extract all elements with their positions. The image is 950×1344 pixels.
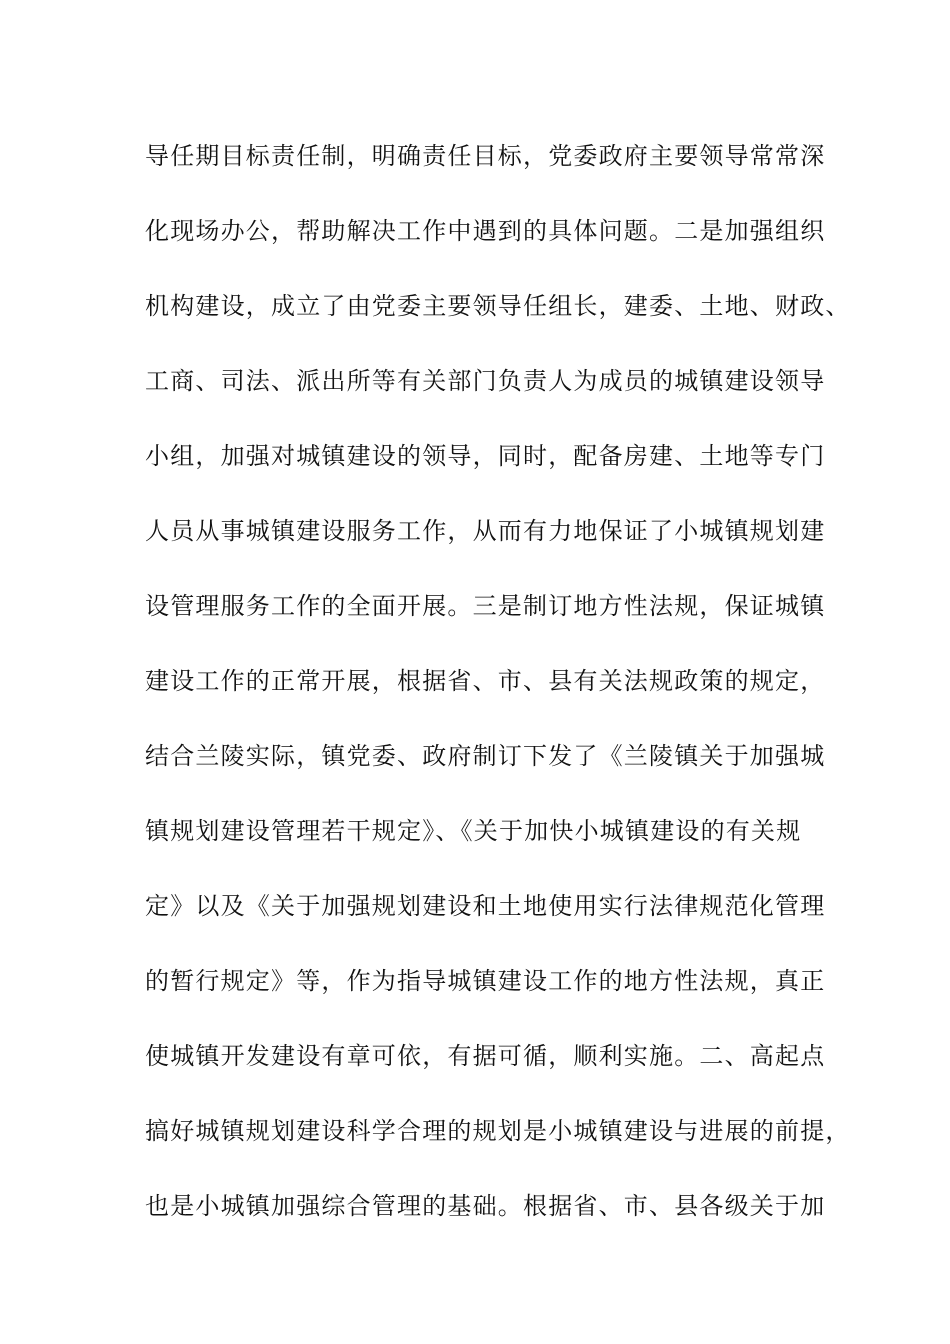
text-line: 人员从事城镇建设服务工作，从而有力地保证了小城镇规划建 [145,517,826,545]
text-line: 工商、司法、派出所等有关部门负责人为成员的城镇建设领导 [145,367,826,395]
text-line: 机构建设，成立了由党委主要领导任组长，建委、土地、财政、 [145,292,851,320]
text-line: 搞好城镇规划建设科学合理的规划是小城镇建设与进展的前提， [145,1117,851,1145]
text-line: 使城镇开发建设有章可依，有据可循，顺利实施。二、高起点 [145,1042,826,1070]
text-line: 化现场办公，帮助解决工作中遇到的具体问题。二是加强组织 [145,217,826,245]
text-line: 导任期目标责任制，明确责任目标，党委政府主要领导常常深 [145,142,826,170]
text-line: 建设工作的正常开展，根据省、市、县有关法规政策的规定， [145,667,826,695]
text-line: 设管理服务工作的全面开展。三是制订地方性法规，保证城镇 [145,592,826,620]
body-text [145,132,851,1257]
text-line: 的暂行规定》等，作为指导城镇建设工作的地方性法规，真正 [145,967,826,995]
text-line: 结合兰陵实际，镇党委、政府制订下发了《兰陵镇关于加强城 [145,742,826,770]
text-line: 定》以及《关于加强规划建设和土地使用实行法律规范化管理 [145,892,826,920]
text-line: 也是小城镇加强综合管理的基础。根据省、市、县各级关于加 [145,1192,826,1220]
text-line: 镇规划建设管理若干规定》、《关于加快小城镇建设的有关规 [145,817,802,845]
text-line: 小组，加强对城镇建设的领导，同时，配备房建、土地等专门 [145,442,826,470]
